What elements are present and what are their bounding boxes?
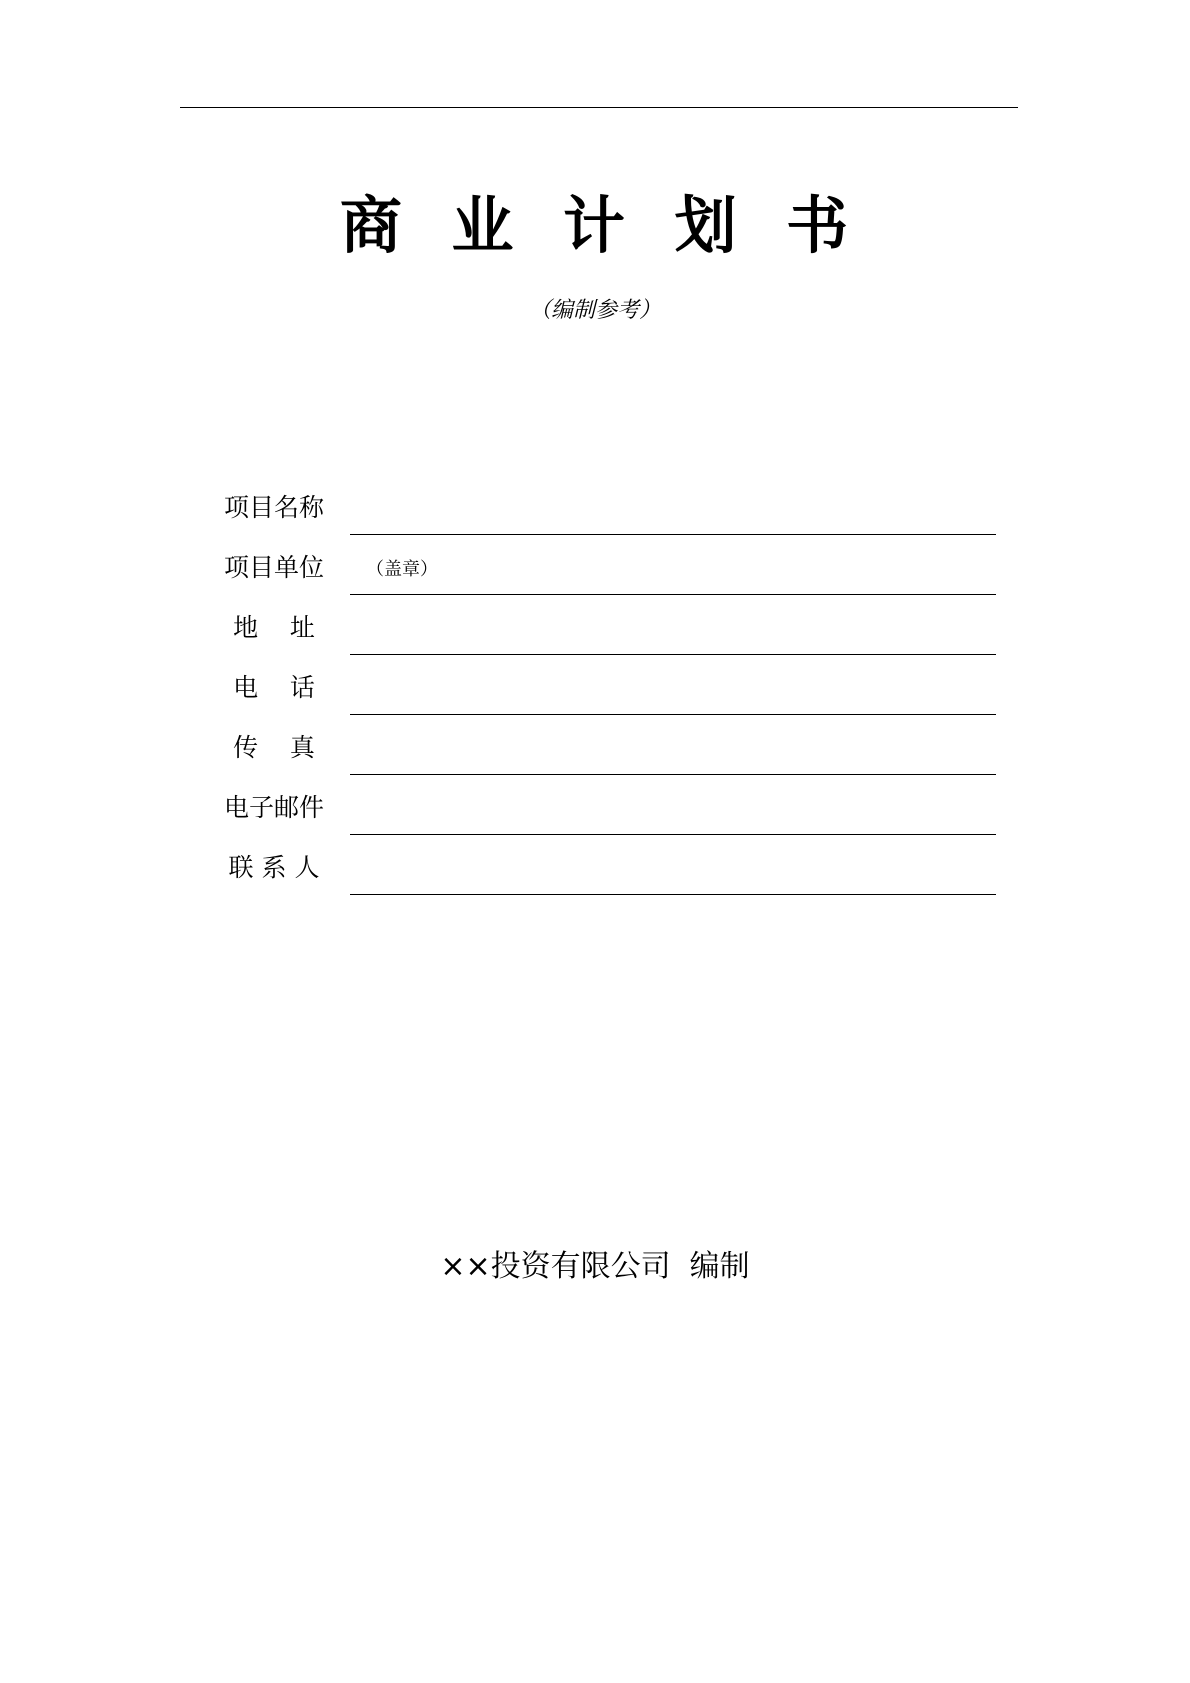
project-unit-field[interactable] <box>350 555 996 595</box>
fax-field[interactable] <box>350 735 996 775</box>
project-name-field[interactable] <box>350 495 996 535</box>
phone-label: 电 话 <box>233 673 315 702</box>
compiler-line: ××投资有限公司 编制 <box>440 1249 750 1284</box>
form-row-email <box>200 775 1000 835</box>
document-title: 商 业 计 划 书 <box>339 189 851 262</box>
header-rule <box>180 107 1018 108</box>
form-row-project-name <box>200 475 1000 535</box>
address-label: 地 址 <box>233 613 315 642</box>
contact-field[interactable] <box>350 855 996 895</box>
fax-label: 传 真 <box>233 733 315 762</box>
form-row-contact <box>200 835 1000 895</box>
form-row-address <box>200 595 1000 655</box>
document-subtitle: （编制参考） <box>528 298 661 323</box>
phone-field[interactable] <box>350 675 996 715</box>
project-name-label: 项目名称 <box>223 493 324 522</box>
form-row-project-unit <box>200 535 1000 595</box>
address-field[interactable] <box>350 615 996 655</box>
seal-note: （盖章） <box>366 559 438 580</box>
project-unit-label: 项目单位 <box>223 553 324 582</box>
form-row-phone <box>200 655 1000 715</box>
email-field[interactable] <box>350 795 996 835</box>
email-label: 电子邮件 <box>223 793 324 822</box>
form-row-fax <box>200 715 1000 775</box>
contact-label: 联 系 人 <box>228 853 320 882</box>
